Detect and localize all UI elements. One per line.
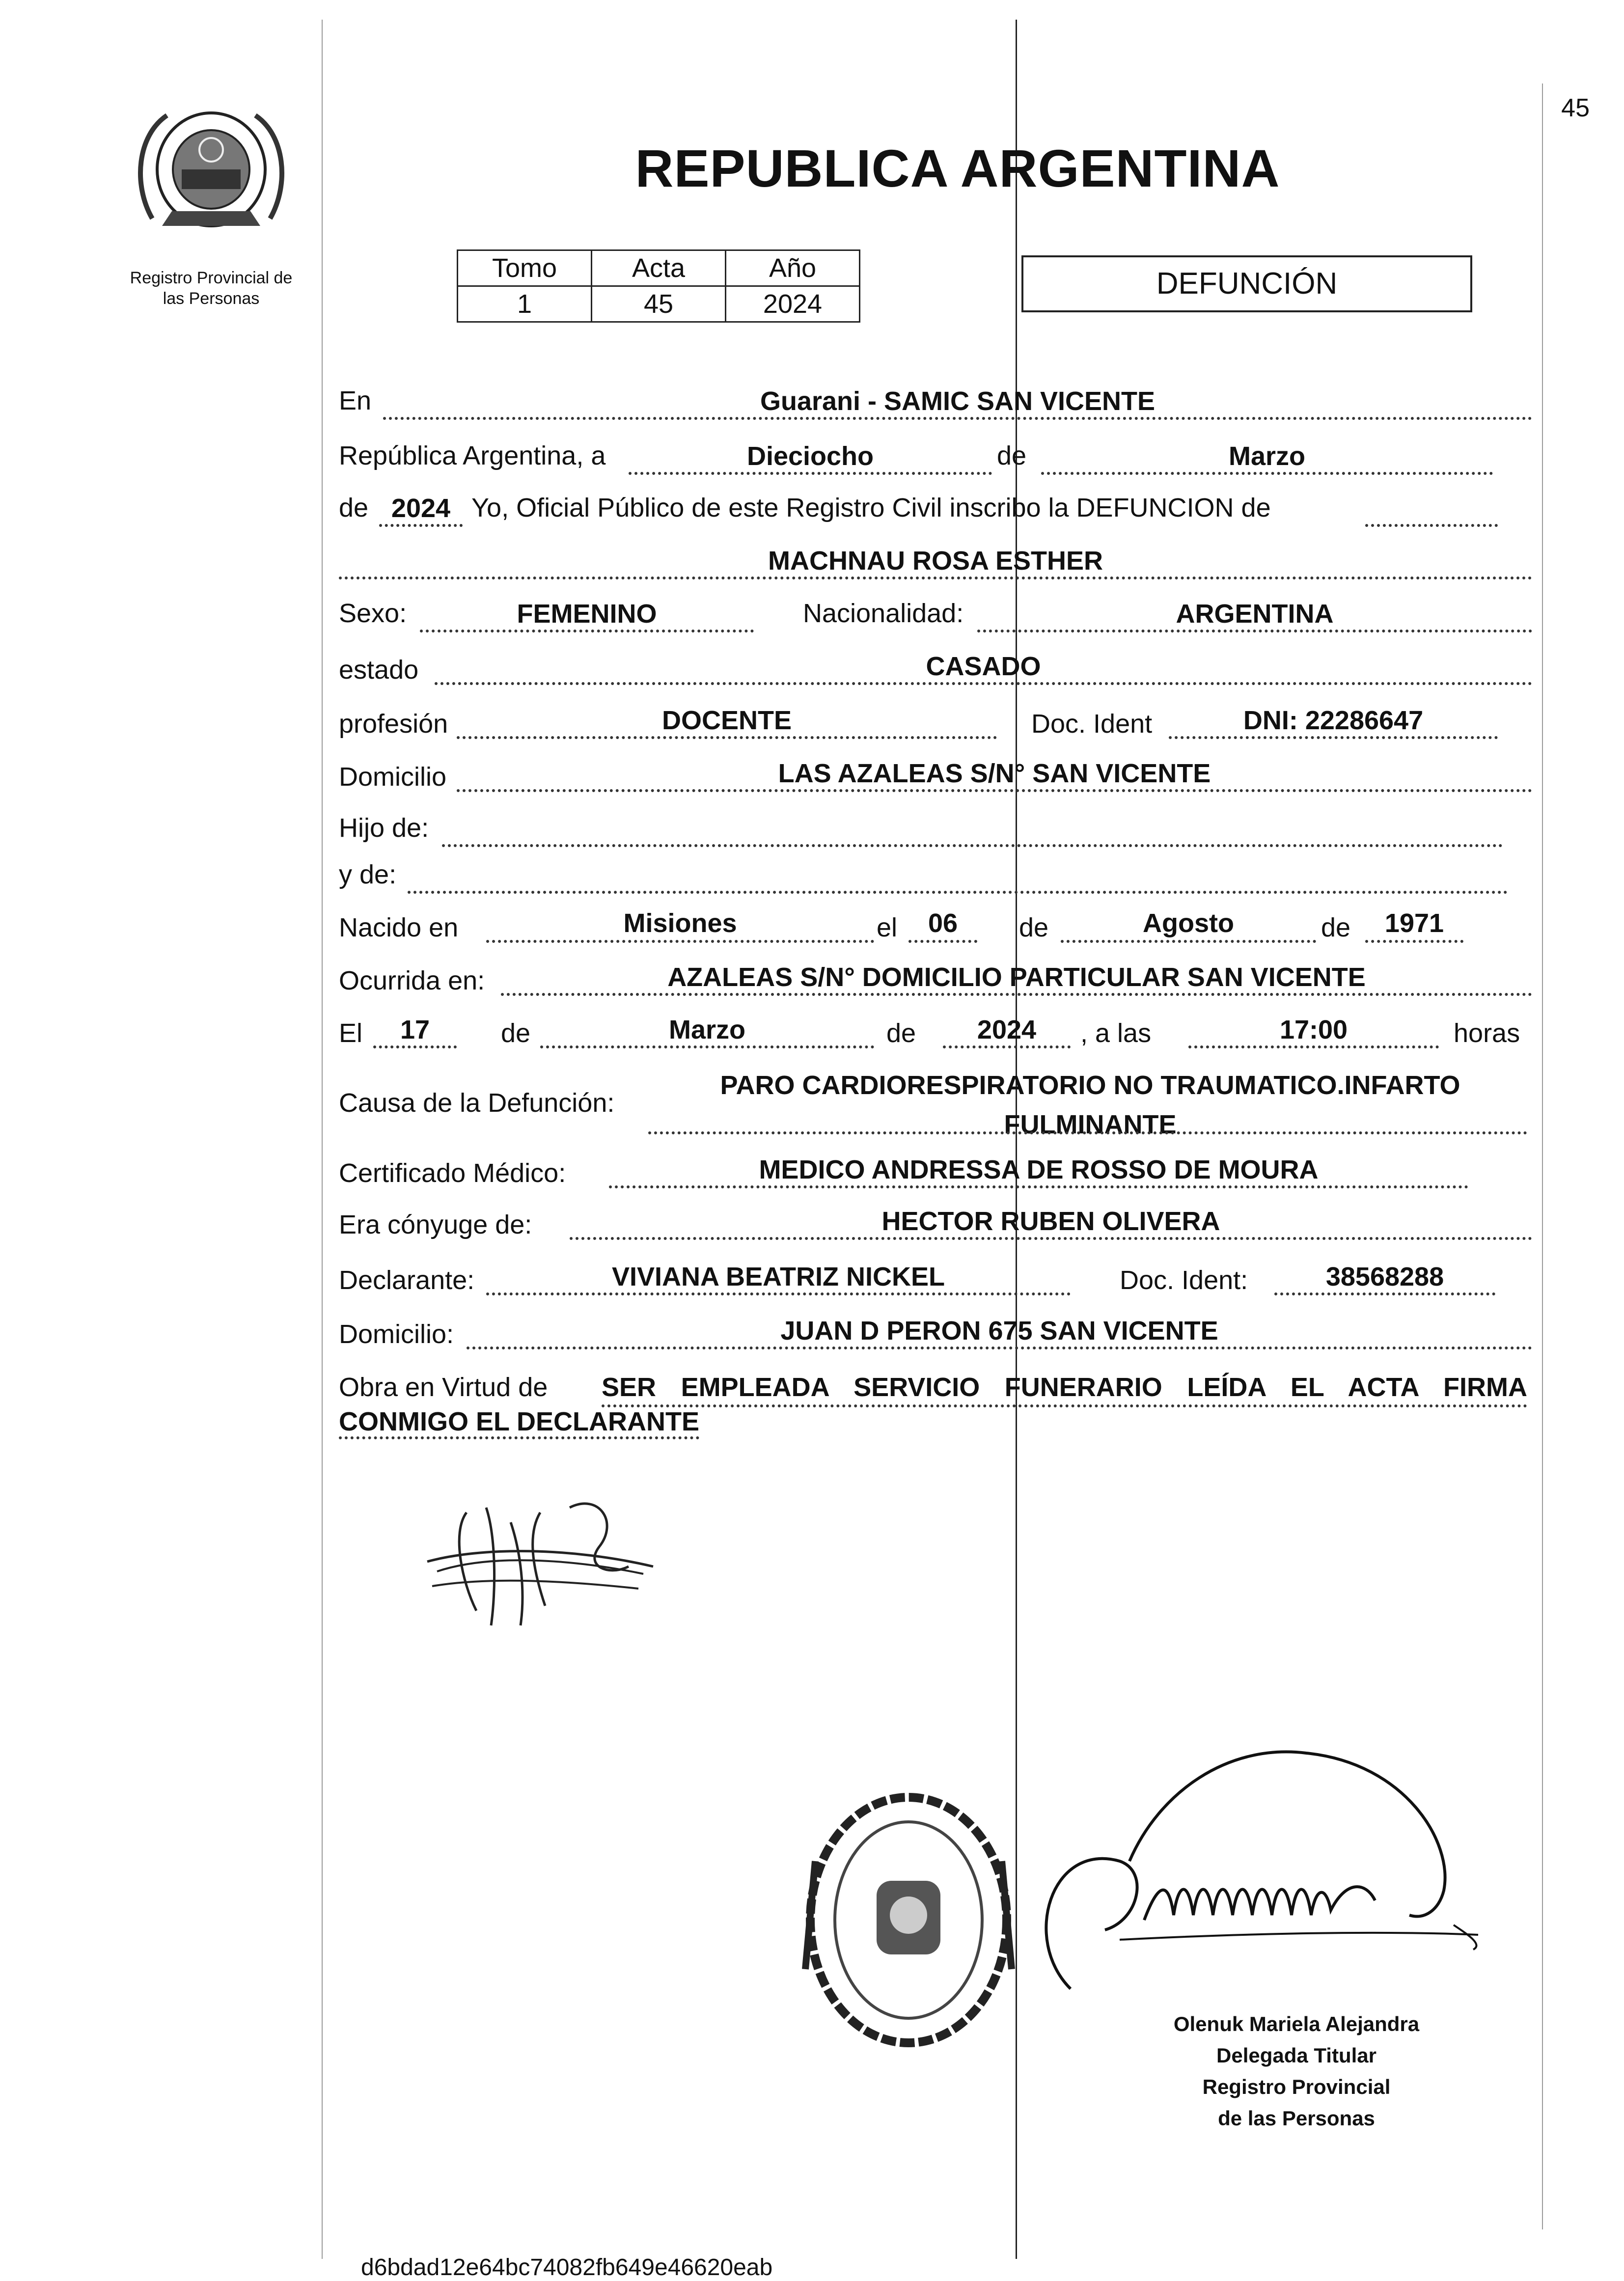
- death-time-field: 17:00: [1188, 1014, 1439, 1048]
- obra-field-line2: CONMIGO EL DECLARANTE: [339, 1407, 699, 1439]
- doc-ident-field: DNI: 22286647: [1169, 705, 1498, 739]
- doc-ident2-label: Doc. Ident:: [1120, 1265, 1248, 1295]
- misiones-seal-logo: [133, 96, 290, 243]
- en-label: En: [339, 386, 372, 415]
- birth-month-field: Agosto: [1061, 908, 1316, 943]
- official-office-line2: de las Personas: [1218, 2107, 1375, 2130]
- certificado-label: Certificado Médico:: [339, 1158, 566, 1188]
- sexo-label: Sexo:: [339, 599, 407, 628]
- row-domicilio2: [339, 1315, 1537, 1354]
- declarante-field: VIVIANA BEATRIZ NICKEL: [486, 1261, 1071, 1295]
- y-de-field: [408, 859, 1508, 894]
- official-signature: [1021, 1733, 1542, 2008]
- nacionalidad-label: Nacionalidad:: [803, 599, 964, 628]
- hijo-field: [442, 813, 1503, 847]
- official-name: Olenuk Mariela Alejandra: [1173, 2012, 1420, 2035]
- profesion-field: DOCENTE: [457, 705, 997, 739]
- el-label: el: [877, 913, 898, 942]
- domicilio2-field: JUAN D PERON 675 SAN VICENTE: [467, 1315, 1532, 1349]
- record-header-acta: Acta: [592, 250, 726, 286]
- republica-label: República Argentina, a: [339, 441, 606, 470]
- birth-day-field: 06: [908, 908, 977, 943]
- birth-de-label: de: [1019, 913, 1049, 942]
- causa-label: Causa de la Defunción:: [339, 1088, 615, 1118]
- doc-ident2-field: 38568288: [1274, 1261, 1495, 1295]
- day-field: Dieciocho: [629, 440, 992, 475]
- a-las-label: , a las: [1080, 1018, 1152, 1048]
- record-header-tomo: Tomo: [458, 250, 592, 286]
- profesion-label: profesión: [339, 709, 448, 739]
- yo-blank: [1365, 493, 1498, 527]
- death-day-field: 17: [373, 1014, 457, 1048]
- obra-label: Obra en Virtud de: [339, 1373, 548, 1402]
- row-hijo: [339, 813, 1537, 852]
- doc-ident-label: Doc. Ident: [1031, 709, 1153, 739]
- row-nacido: [339, 908, 1537, 948]
- row-sexo: [339, 598, 1537, 637]
- registry-label-line1: Registro Provincial de: [130, 269, 293, 287]
- declarante-label: Declarante:: [339, 1265, 475, 1295]
- deceased-name-field: MACHNAU ROSA ESTHER: [339, 545, 1532, 579]
- row-profesion: [339, 705, 1537, 744]
- ocurrida-field: AZALEAS S/N° DOMICILIO PARTICULAR SAN VICENTE: [501, 962, 1532, 996]
- official-stamp-text: [1144, 2008, 1449, 2134]
- domicilio2-label: Domicilio:: [339, 1319, 454, 1349]
- death-year-field: 2024: [943, 1014, 1071, 1048]
- record-table: [457, 249, 860, 323]
- death-month-field: Marzo: [540, 1014, 874, 1048]
- record-header-anio: Año: [726, 250, 860, 286]
- row-conyuge: [339, 1206, 1537, 1245]
- row-declarante: [339, 1261, 1537, 1300]
- certificado-field: MEDICO ANDRESSA DE ROSSO DE MOURA: [609, 1154, 1468, 1188]
- document-hash: d6bdad12e64bc74082fb649e46620eab: [361, 2254, 773, 2281]
- place-field: Guarani - SAMIC SAN VICENTE: [383, 385, 1532, 420]
- record-value-anio: 2024: [726, 286, 860, 322]
- official-office-line1: Registro Provincial: [1202, 2075, 1391, 2098]
- sexo-field: FEMENINO: [420, 598, 754, 632]
- obra-block: [339, 1370, 1527, 1439]
- conyuge-label: Era cónyuge de:: [339, 1210, 532, 1239]
- birth-place-field: Misiones: [486, 908, 874, 943]
- row-y-de: [339, 859, 1537, 899]
- el2-label: El: [339, 1018, 363, 1048]
- horas-label: horas: [1454, 1018, 1520, 1048]
- registry-label: [108, 268, 314, 309]
- row-yo: [339, 493, 1537, 532]
- row-estado: [339, 651, 1537, 690]
- row-en: [339, 385, 1537, 425]
- month-field: Marzo: [1041, 440, 1493, 475]
- hijo-label: Hijo de:: [339, 813, 429, 843]
- de-label: de: [997, 441, 1027, 470]
- nacionalidad-field: ARGENTINA: [977, 598, 1532, 632]
- domicilio-label: Domicilio: [339, 762, 447, 792]
- conyuge-field: HECTOR RUBEN OLIVERA: [570, 1206, 1532, 1240]
- page-number: 45: [1561, 94, 1590, 122]
- row-domicilio: [339, 758, 1537, 797]
- death-de-label: de: [501, 1018, 531, 1048]
- de-year-label: de: [339, 493, 369, 522]
- causa-field: PARO CARDIORESPIRATORIO NO TRAUMATICO.INFARTO FULMINANTE: [720, 1071, 1460, 1139]
- scan-margin-line-right: [1542, 83, 1543, 2229]
- record-value-acta: 45: [592, 286, 726, 322]
- record-value-tomo: 1: [458, 286, 592, 322]
- official-role: Delegada Titular: [1216, 2044, 1376, 2067]
- year-field: 2024: [379, 493, 463, 527]
- estado-field: CASADO: [435, 651, 1532, 685]
- yo-text: Yo, Oficial Público de este Registro Civil inscribo la DEFUNCION de: [471, 493, 1271, 522]
- causa-underline: [648, 1131, 1527, 1134]
- y-de-label: y de:: [339, 860, 397, 889]
- row-death-date: [339, 1014, 1537, 1053]
- estado-label: estado: [339, 655, 419, 685]
- registry-label-line2: las Personas: [163, 289, 260, 308]
- row-deceased: [339, 545, 1537, 584]
- obra-field-line1: SER EMPLEADA SERVICIO FUNERARIO LEÍDA EL ACTA FIRMA: [602, 1370, 1527, 1407]
- birth-de-label-2: de: [1321, 913, 1351, 942]
- declarant-signature: [422, 1493, 658, 1635]
- birth-year-field: 1971: [1365, 908, 1463, 943]
- row-certificado: [339, 1154, 1537, 1193]
- death-de-label-2: de: [886, 1018, 916, 1048]
- ocurrida-label: Ocurrida en:: [339, 966, 485, 995]
- row-date: [339, 440, 1537, 480]
- domicilio-field: LAS AZALEAS S/N° SAN VICENTE: [457, 758, 1532, 792]
- scan-margin-line: [322, 20, 323, 2259]
- record-type-box: DEFUNCIÓN: [1021, 255, 1472, 312]
- page-title: REPUBLICA ARGENTINA: [635, 138, 1280, 198]
- nacido-label: Nacido en: [339, 913, 459, 942]
- registry-stamp: [786, 1783, 1041, 2058]
- row-ocurrida: [339, 962, 1537, 1001]
